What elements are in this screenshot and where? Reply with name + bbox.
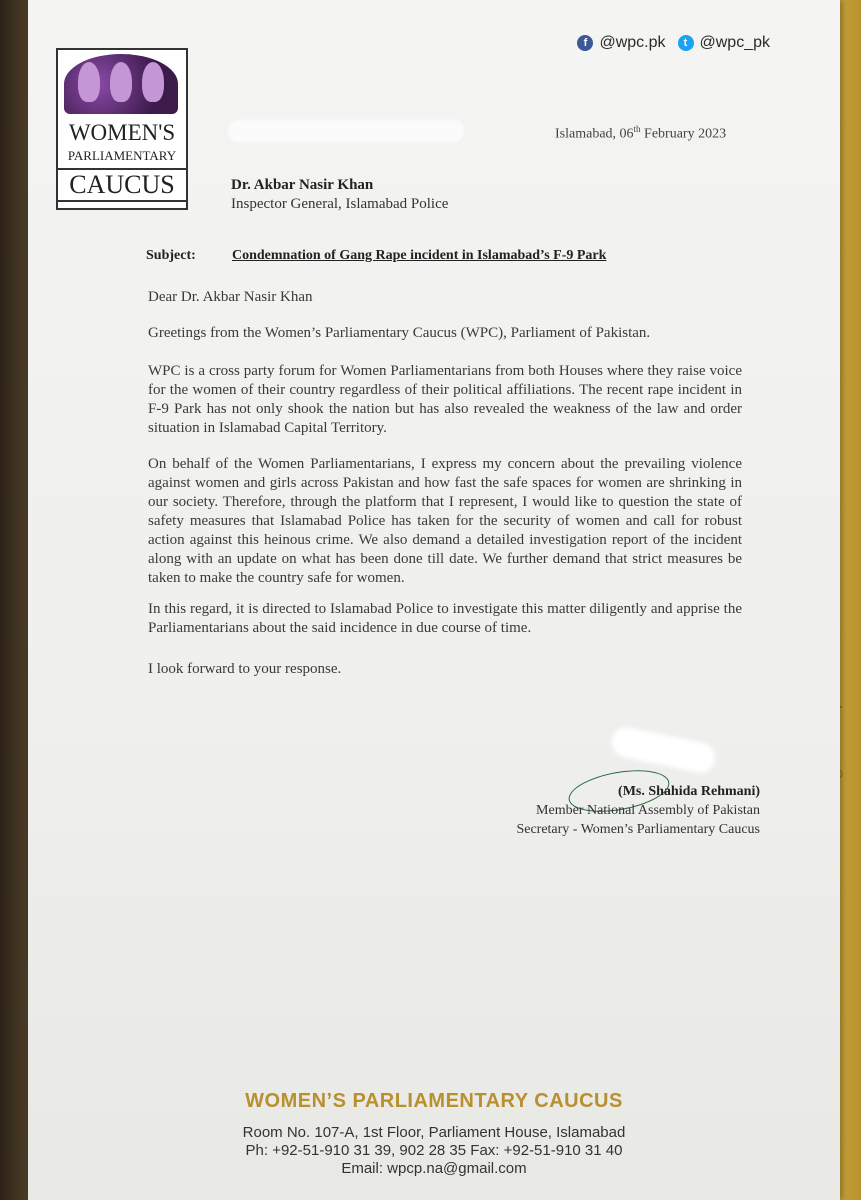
wpc-logo [56, 48, 188, 210]
paragraph-concern: On behalf of the Women Parliamentarians, I express my concern about the prevailing violence against women and girls across Pakistan and how fast the safe spaces for women are shrinking in our society. Therefore, through the platform that I represent, I would like to question the state of safety measures that Islamabad Police has taken for the security of women and call for robust action against this heinous crime. We also demand a detailed investigation report of the incident along with an update on what has been done till date. We further demand that strict measures be taken to make the country safe for women. [148, 456, 742, 586]
signatory-block [516, 782, 760, 839]
subject-label: Subject: [146, 248, 196, 263]
facebook-icon: f [577, 35, 593, 51]
twitter-icon: t [678, 35, 694, 51]
paragraph-about-wpc: WPC is a cross party forum for Women Parliamentarians from both Houses where they raise voice for the women of their country regardless of their political affiliations. The recent rape incident in F-9 Park has not only shook the nation but has also revealed the weakness of the law and order situation in Islamabad Capital Territory. [148, 363, 742, 436]
footer-phone: Ph: +92-51-910 31 39, 902 28 35 Fax: +92-51-910 31 40 [245, 1142, 623, 1159]
social-handles [577, 34, 770, 52]
redacted-reference [228, 120, 464, 142]
signatory-role-2: Secretary - Women’s Parliamentary Caucus [516, 822, 760, 837]
footer-org-name: WOMEN’S PARLIAMENTARY CAUCUS [245, 1090, 623, 1112]
salutation: Dear Dr. Akbar Nasir Khan [148, 289, 313, 305]
subject-text: Condemnation of Gang Rape incident in Islamabad’s F-9 Park [232, 248, 607, 263]
footer-email: Email: wpcp.na@gmail.com [341, 1160, 527, 1177]
addressee-name: Dr. Akbar Nasir Khan [231, 177, 374, 193]
signatory-name: (Ms. Shahida Rehmani) [618, 784, 760, 799]
paragraph-directive: In this regard, it is directed to Islamabad Police to investigate this matter diligently and apprise the Parliamentarians about the said incidence in due course of time. [148, 601, 742, 636]
letter-sheet [28, 0, 840, 1200]
logo-text-parliamentary: PARLIAMENTARY [67, 148, 177, 163]
subject-line [146, 248, 607, 264]
closing-line: I look forward to your response. [148, 661, 342, 677]
logo-text-womens: WOMEN'S [68, 120, 176, 145]
logo-text-caucus: CAUCUS [58, 168, 186, 202]
facebook-handle: @wpc.pk [599, 34, 666, 51]
redacted-signature [609, 724, 718, 775]
footer-address: Room No. 107-A, 1st Floor, Parliament House, Islamabad [242, 1124, 626, 1141]
signatory-role-1: Member National Assembly of Pakistan [536, 803, 760, 818]
addressee [231, 176, 448, 214]
paragraph-greeting: Greetings from the Women’s Parliamentary Caucus (WPC), Parliament of Pakistan. [148, 325, 651, 341]
letter-date: Islamabad, 06th February 2023 [555, 124, 727, 142]
addressee-title: Inspector General, Islamabad Police [231, 196, 449, 212]
logo-portraits [64, 54, 178, 114]
twitter-handle: @wpc_pk [699, 34, 770, 51]
